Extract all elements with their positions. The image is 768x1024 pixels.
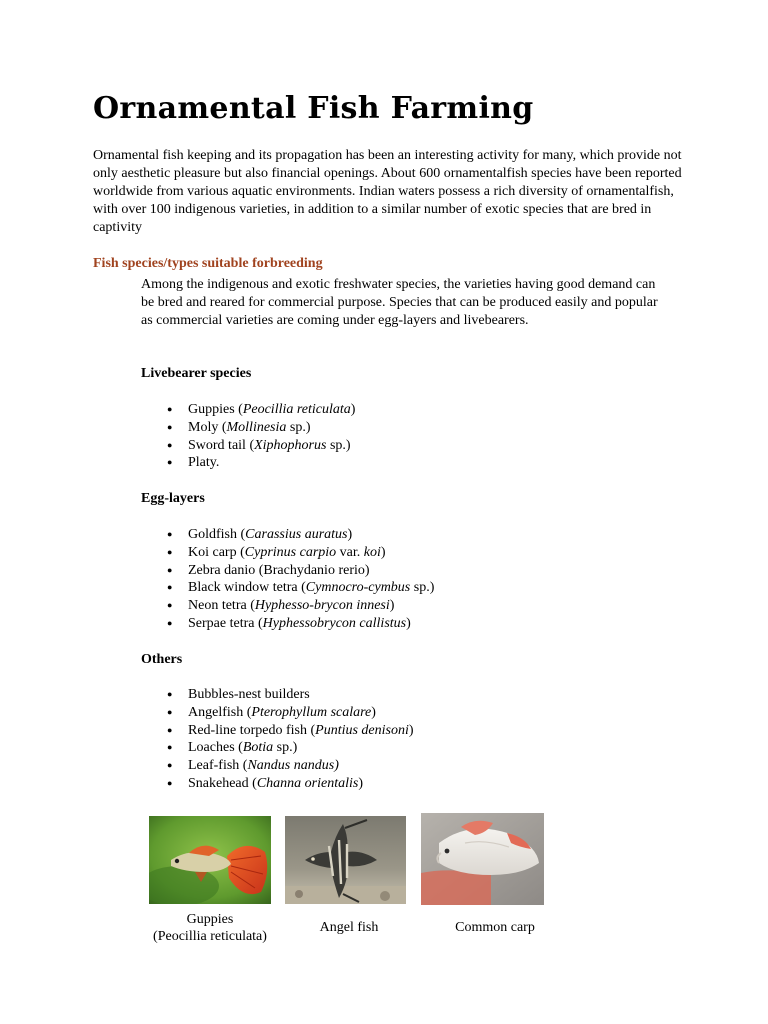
common-name-text: sp.) <box>286 419 311 435</box>
bullet-icon: ● <box>167 439 173 450</box>
species-list-item <box>141 739 414 757</box>
scientific-name: Hyphessobrycon callistus <box>262 615 407 631</box>
bullet-icon: ● <box>167 404 173 414</box>
species-list-item <box>141 775 414 793</box>
scientific-name: Botia <box>242 740 274 756</box>
bullet-icon: ● <box>167 777 173 788</box>
species-list-item <box>141 454 355 472</box>
common-name-text: Moly ( <box>188 419 227 435</box>
bullet-icon: ● <box>167 617 173 628</box>
common-name-text: sp.) <box>273 740 298 756</box>
common-name-text: Angelfish ( <box>188 704 252 720</box>
bullet-icon: ● <box>167 421 173 432</box>
intro-paragraph: Ornamental fish keeping and its propagation has been an interesting activity for many, which provide not only aesthetic pleasure but also financial openings. About 600 ornamentalfish species have been reported worldwide from various aquatic environments. Indian waters possess a rich diversity of ornamentalfish, with over 100 indigenous varieties, in addition to a similar number of exotic species that are bred in captivity <box>93 148 682 235</box>
common-name-text: ) <box>371 704 376 720</box>
bullet-icon: ● <box>167 582 173 593</box>
species-list-item <box>141 686 414 704</box>
scientific-name: Hyphesso-brycon innesi <box>254 598 390 614</box>
common-name-text: ) <box>380 544 386 560</box>
carp-caption: Common carp <box>455 920 535 935</box>
common-name-text: sp.) <box>326 437 351 453</box>
common-name-text: sp.) <box>410 580 435 596</box>
guppy-caption-line1: Guppies <box>186 912 234 927</box>
bullet-icon: ● <box>167 706 173 717</box>
common-name-text: Loaches ( <box>188 740 243 756</box>
species-list-item <box>141 437 355 455</box>
common-name-text: ) <box>389 598 395 614</box>
scientific-name: koi <box>363 544 381 560</box>
bullet-icon: ● <box>167 529 173 539</box>
bullet-icon: ● <box>167 457 173 468</box>
species-list-item <box>141 704 414 722</box>
bullet-icon: ● <box>167 546 173 557</box>
bullet-icon: ● <box>167 760 173 771</box>
scientific-name: Channa orientalis <box>256 775 359 791</box>
bullet-icon: ● <box>167 742 173 753</box>
common-name-text: ) <box>358 775 363 791</box>
species-list-item <box>141 544 434 562</box>
common-name-text: ) <box>406 615 411 631</box>
angelfish-image <box>285 816 406 904</box>
common-name-text: Neon tetra ( <box>188 598 255 614</box>
scientific-name: Pterophyllum scalare <box>251 704 372 720</box>
scientific-name: Puntius denisoni <box>315 722 409 738</box>
common-name-text: Koi carp ( <box>188 544 245 560</box>
common-name-text: ) <box>350 402 356 417</box>
page-title: Ornamental Fish Farming <box>93 91 534 126</box>
common-name-text: Zebra danio (Brachydanio rerio) <box>188 562 370 578</box>
species-list-item <box>141 757 414 775</box>
scientific-name: Peocillia reticulata <box>242 402 351 417</box>
livebearer-list <box>141 401 355 472</box>
egglayer-heading: Egg-layers <box>141 491 205 506</box>
egglayer-list <box>141 526 434 633</box>
angelfish-caption: Angel fish <box>319 920 379 935</box>
common-name-text: Serpae tetra ( <box>188 615 263 631</box>
common-name-text: Platy. <box>188 455 220 471</box>
guppy-image <box>149 816 271 904</box>
species-list-item <box>141 615 434 633</box>
scientific-name: Mollinesia <box>226 419 287 435</box>
bullet-icon: ● <box>167 564 173 575</box>
common-name-text: Sword tail ( <box>188 437 255 453</box>
species-list-item <box>141 722 414 740</box>
species-list-item <box>141 401 355 419</box>
common-name-text: Guppies ( <box>188 402 243 417</box>
others-list <box>141 686 414 793</box>
species-list-item <box>141 579 434 597</box>
species-list-item <box>141 562 434 580</box>
common-name-text: ) <box>347 527 353 542</box>
bullet-icon: ● <box>167 724 173 735</box>
common-name-text: ) <box>408 722 414 738</box>
common-name-text: Red-line torpedo fish ( <box>188 722 316 738</box>
scientific-name: Cymnocro-cymbus <box>305 580 411 596</box>
common-name-text: Bubbles-nest builders <box>188 687 310 702</box>
section-body: Among the indigenous and exotic freshwater species, the varieties having good demand can be bred and reared for commercial purpose. Species that can be produced easily and popular as commercial varieties are coming under egg-layers and livebearers. <box>141 277 658 328</box>
bullet-icon: ● <box>167 600 173 611</box>
scientific-name: Nandus nandus) <box>247 758 339 774</box>
common-name-text: var. <box>336 544 364 560</box>
guppy-caption-line2: (Peocillia reticulata) <box>153 929 267 944</box>
common-name-text: Goldfish ( <box>188 527 246 542</box>
scientific-name: Carassius auratus <box>245 527 348 542</box>
species-list-item <box>141 526 434 544</box>
common-name-text: Snakehead ( <box>188 775 257 791</box>
scientific-name: Cyprinus carpio <box>244 544 337 560</box>
others-heading: Others <box>141 652 183 667</box>
guppy-caption <box>135 911 285 945</box>
section-heading: Fish species/types suitable forbreeding <box>93 256 323 271</box>
common-name-text: Black window tetra ( <box>188 580 306 596</box>
bullet-icon: ● <box>167 689 173 699</box>
scientific-name: Xiphophorus <box>254 437 327 453</box>
common-name-text: Leaf-fish ( <box>188 758 248 774</box>
species-list-item <box>141 597 434 615</box>
species-list-item <box>141 419 355 437</box>
livebearer-heading: Livebearer species <box>141 366 252 381</box>
common-carp-image <box>421 813 544 905</box>
